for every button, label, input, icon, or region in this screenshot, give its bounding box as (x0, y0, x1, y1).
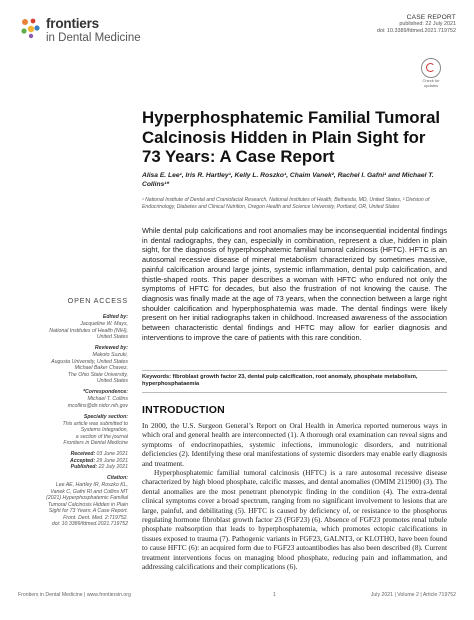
introduction-paragraph-2: Hyperphosphatemic familial tumoral calcinosis (HFTC) is a rare autosomal recessive disease characterized by high blood phosphate, calcific masses, and dental anomalies (OMIM 211900) (3). The dental anomalies are the most penetrant phenotypic finding in the condition (4). The extra-dental clinical symptoms cover a broad spectrum, ranging from no significant involvement to lesions that are large, painful, and debilitating (5). HFTC is caused by deficiency of, or resistance to the phosphorus regulating hormone fibroblast growth factor 23 (FGF23) (6). Absence of FGF23 promotes renal tubule phosphate reabsorption that leads to hyperphosphatemia, which promotes ectopic calcifications in tissues exposed to trauma (7). Pathogenic variants in FGF23, GALNT3, or KLOTHO, have been found to cause HFTC (6): an acquired form due to FGF23 autoantibodies has also been described (8). Current treatment interventions focus on managing blood phosphate, reducing pain and inflammation, and addressing calcifications and their complications (6). (142, 468, 447, 572)
footer-issue: July 2021 | Volume 2 | Article 719752 (370, 592, 456, 598)
open-access-label: OPEN ACCESS (67, 296, 128, 305)
footer-page-number: 1 (273, 592, 276, 598)
footer-journal[interactable]: Frontiers in Dental Medicine | www.frontiersin.org (18, 592, 131, 598)
published-date (18, 464, 128, 471)
author-affiliations: ¹ National Institute of Dental and Craniofacial Research, National Institutes of Health, Bethesda, MD, United States, ² Division of Endocrinology, Diabetes and Clinical Nutrition, Oregon Health and Science University, Portland, OR, United States (142, 197, 430, 210)
keywords-divider-bottom (142, 392, 447, 393)
published-date-header: published: 22 July 2021 (399, 21, 456, 28)
introduction-body (142, 421, 447, 572)
citation: Lee AE, Hartley IR, Roszko KL, Vanek C, Gafni RI and Collins MT (2021) Hyperphosphatemic Familial Tumoral Calcinosis Hidden in Plain Sight for 73 Years: A Case Report. Front. Dent. Med. 2:719752. doi: 10.3389/fdmed.2021.719752 (46, 482, 128, 527)
reviewed-by: Makoto Suzuki, Augusta University, United States Michael Baker Chavez, The Ohio State University, United States (51, 352, 128, 384)
journal-brand: frontiers (46, 16, 99, 31)
reviewed-by-label: Reviewed by: (94, 345, 128, 351)
article-title: Hyperphosphatemic Familial Tumoral Calcinosis Hidden in Plain Sight for 73 Years: A Case Report (142, 108, 441, 166)
keywords-divider-top (142, 370, 447, 371)
correspondence-label: *Correspondence: (83, 389, 128, 395)
accepted-label: Accepted: (70, 457, 96, 464)
abstract-text: While dental pulp calcifications and root anomalies may be inconsequential incidental findings in dental radiographs, they can, especially in combination, represent a clue, hidden in plain sight, for the diagnosis of hyperphosphatemic familial tumoral calcinosis (HFTC). HFTC is an autosomal recessive disease of mineral metabolism characterized by sometimes massive, painful calcification around large joints, systemic inflammation, dental pulp calcification, and thistle-shaped roots. This paper describes a woman with HFTC who endured not only the symptoms of HFTC for decades, but also the frustration of not knowing the cause. The diagnosis was finally made at the age of 73 years, when the connection between a large right shoulder calcification and hyperphosphatemia was made. The dental findings were likely present on her initial radiographs taken in childhood. Increased awareness of the association between characteristic dental findings and HFTC may allow for earlier diagnosis and interventions to improve the care of patients with this rare condition. (142, 226, 447, 342)
article-authors[interactable]: Alisa E. Lee¹, Iris R. Hartley¹, Kelly L. Roszko¹, Chaim Vanek², Rachel I. Gafni¹ and Michael T. Collins¹* (142, 172, 434, 188)
introduction-heading: INTRODUCTION (142, 404, 225, 416)
frontiers-logo-icon (18, 16, 42, 40)
published-label: Published: (70, 464, 98, 470)
article-meta-header (377, 14, 456, 36)
journal-subtitle: in Dental Medicine (46, 32, 141, 44)
check-for-updates-badge[interactable] (420, 58, 442, 88)
article-type: CASE REPORT (406, 14, 456, 21)
published-value: 22 July 2021 (98, 464, 128, 470)
journal-logo[interactable] (18, 14, 141, 48)
received-label: Received: (70, 451, 96, 457)
keywords: Keywords: fibroblast growth factor 23, dental pulp calcification, root anomaly, phosphate metabolism, hyperphosphataemia (142, 374, 418, 388)
correspondence[interactable]: Michael T. Collins mcollins@dir.nidcr.nih.gov (67, 396, 128, 409)
specialty-section: This article was submitted to Systems Integration, a section of the journal Frontiers in Dental Medicine (62, 420, 128, 446)
check-updates-icon (421, 58, 441, 78)
edited-by-label: Edited by: (102, 314, 128, 320)
citation-label: Citation: (106, 475, 128, 481)
check-updates-label: Check for updates (422, 78, 440, 88)
doi-header[interactable]: doi: 10.3389/fdmed.2021.719752 (376, 28, 456, 35)
edited-by: Jacqueline W. Mays, National Institutes of Health (NIH), United States (49, 321, 128, 340)
received-value: 03 June 2021 (96, 451, 128, 457)
accepted-value: 29 June 2021 (96, 457, 128, 464)
specialty-section-label: Specialty section: (83, 413, 128, 420)
introduction-paragraph-1: In 2000, the U.S. Surgeon General’s Report on Oral Health in America reported numerous ways in which oral and general health are interconnected (1). A thorough oral examination can reveal signs and symptoms of endocrinopathies, systemic infections, immunologic disorders, and nutritional deficiencies (2). Identifying these oral manifestations of systemic disorders may enable early diagnosis and treatment. (142, 421, 447, 468)
article-sidebar (18, 296, 128, 532)
